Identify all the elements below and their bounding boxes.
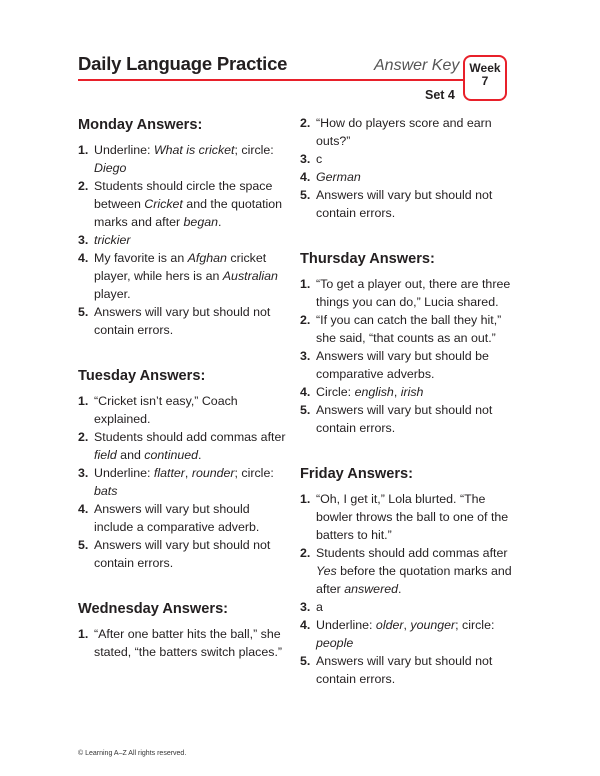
section-title: Thursday Answers: [300,251,435,267]
answer-item [300,490,516,544]
answer-italic-text: Australian [222,269,278,283]
answer-item [300,150,516,168]
answer-text: “To get a player out, there are three things you can do,” Lucia shared. [316,277,511,309]
answer-item [300,186,516,222]
answer-text: ; circle: [234,143,274,157]
answer-item [78,536,288,572]
copyright-footer: © Learning A–Z All rights reserved. [78,750,187,757]
answer-text: . [198,448,202,462]
answer-text: Underline: [94,143,154,157]
answer-item [300,114,516,150]
answer-text: Students should add commas after [94,430,286,444]
answer-text: Answers will vary but should be comparative adverbs. [316,349,489,381]
set-label: Set 4 [425,88,455,102]
answer-italic-text: began [183,215,218,229]
answer-item [78,249,288,303]
answer-number: 2. [78,179,89,193]
friday-section [300,463,516,688]
answer-text: player. [94,287,131,301]
answer-number: 1. [78,394,89,408]
section-title: Tuesday Answers: [78,368,206,384]
answer-number: 1. [300,492,311,506]
answer-number: 3. [78,466,89,480]
answer-number: 3. [78,233,89,247]
answer-number: 4. [300,618,311,632]
answer-italic-text: younger [410,618,456,632]
answer-text: Answers will vary but should not contain errors. [94,538,271,570]
answer-number: 2. [300,546,311,560]
answer-list [78,625,288,661]
answer-text: cricket player, while hers is an [94,251,267,283]
answer-italic-text: older [375,618,404,632]
left-column [78,114,288,661]
answer-text: “Cricket isn’t easy,” Coach explained. [94,394,238,426]
answer-item [300,383,516,401]
answer-item [300,616,516,652]
answer-text: Students should circle the space between [94,179,273,211]
answer-number: 4. [78,502,89,516]
answer-number: 5. [78,538,89,552]
answer-italic-text: bats [94,484,118,498]
wednesday-continued [300,114,516,222]
answer-italic-text: rounder [191,466,235,480]
answer-text: ; circle: [455,618,495,632]
week-badge [463,55,507,101]
answer-list [78,141,288,339]
answer-number: 5. [300,403,311,417]
answer-item [78,231,288,249]
answer-list [300,114,516,222]
answer-text: Answers will vary but should not contain errors. [316,654,493,686]
answer-item [78,428,288,464]
answer-number: 1. [300,277,311,291]
answer-italic-text: field [94,448,117,462]
answer-number: 2. [300,116,311,130]
answer-number: 1. [78,627,89,641]
answer-text: , [184,466,192,480]
section-title: Wednesday Answers: [78,601,229,617]
answer-number: 3. [300,349,311,363]
answer-italic-text: What is cricket [153,143,235,157]
answer-italic-text: flatter [153,466,185,480]
answer-item [78,500,288,536]
section-title: Monday Answers: [78,117,203,133]
answer-number: 5. [78,305,89,319]
week-label: Week [469,61,501,75]
answer-text: Underline: [316,618,376,632]
answer-key-label: Answer Key [374,57,460,74]
answer-number: 4. [300,385,311,399]
answer-list [78,392,288,572]
monday-section [78,114,288,339]
answer-text: . [218,215,222,229]
answer-text: Students should add commas after [316,546,508,560]
answer-number: 4. [300,170,311,184]
answer-item [78,303,288,339]
answer-italic-text: Diego [94,161,127,175]
answer-number: 1. [78,143,89,157]
page-title: Daily Language Practice [78,53,288,74]
answer-item [78,464,288,500]
answer-text: Answers will vary but should not contain errors. [316,403,493,435]
header-divider [78,79,466,81]
answer-text: c [316,152,323,166]
answer-text: , [393,385,401,399]
answer-text: My favorite is an [94,251,188,265]
answer-item [300,311,516,347]
answer-text: “If you can catch the ball they hit,” she said, “that counts as an out.” [316,313,502,345]
answer-italic-text: people [316,636,354,650]
answer-italic-text: answered [344,582,398,596]
week-number: 7 [481,74,489,88]
answer-item [300,275,516,311]
answer-text: ; circle: [234,466,274,480]
answer-number: 2. [300,313,311,327]
answer-text: “How do players score and earn outs?” [316,116,492,148]
answer-item [300,401,516,437]
answer-italic-text: German [316,170,361,184]
answer-item [300,598,516,616]
answer-item [78,392,288,428]
answer-text: a [316,600,323,614]
answer-number: 5. [300,654,311,668]
answer-item [78,177,288,231]
answer-text: , [403,618,411,632]
answer-list [300,490,516,688]
answer-italic-text: english [354,385,394,399]
wednesday-section [78,598,288,661]
answer-text: Circle: [316,385,355,399]
answer-text: Answers will vary but should not contain errors. [94,305,271,337]
answer-number: 4. [78,251,89,265]
answer-italic-text: irish [400,385,424,399]
answer-text: . [397,582,402,596]
answer-list [300,275,516,437]
answer-italic-text: continued [144,448,199,462]
answer-italic-text: Afghan [187,251,227,265]
answer-italic-text: trickier [94,233,131,247]
answer-number: 5. [300,188,311,202]
answer-number: 3. [300,152,311,166]
answer-text: and the quotation marks and after [94,197,283,229]
answer-text: Answers will vary but should include a comparative adverb. [94,502,260,534]
answer-item [78,625,288,661]
answer-text: “After one batter hits the ball,” she stated, “the batters switch places.” [94,627,283,659]
answer-item [78,141,288,177]
answer-italic-text: Yes [316,564,337,578]
answer-item [300,544,516,598]
answer-item [300,168,516,186]
thursday-section [300,248,516,437]
section-title: Friday Answers: [300,466,414,482]
answer-text: Answers will vary but should not contain errors. [316,188,493,220]
answer-item [300,652,516,688]
tuesday-section [78,365,288,572]
answer-number: 3. [300,600,311,614]
answer-text: Underline: [94,466,154,480]
answer-number: 2. [78,430,89,444]
answer-italic-text: Cricket [144,197,183,211]
answer-text: before the quotation marks and after [316,564,512,596]
answer-item [300,347,516,383]
right-column [300,114,516,688]
answer-text: and [116,448,145,462]
answer-text: “Oh, I get it,” Lola blurted. “The bowler throws the ball to one of the batters to hit.” [316,492,509,542]
